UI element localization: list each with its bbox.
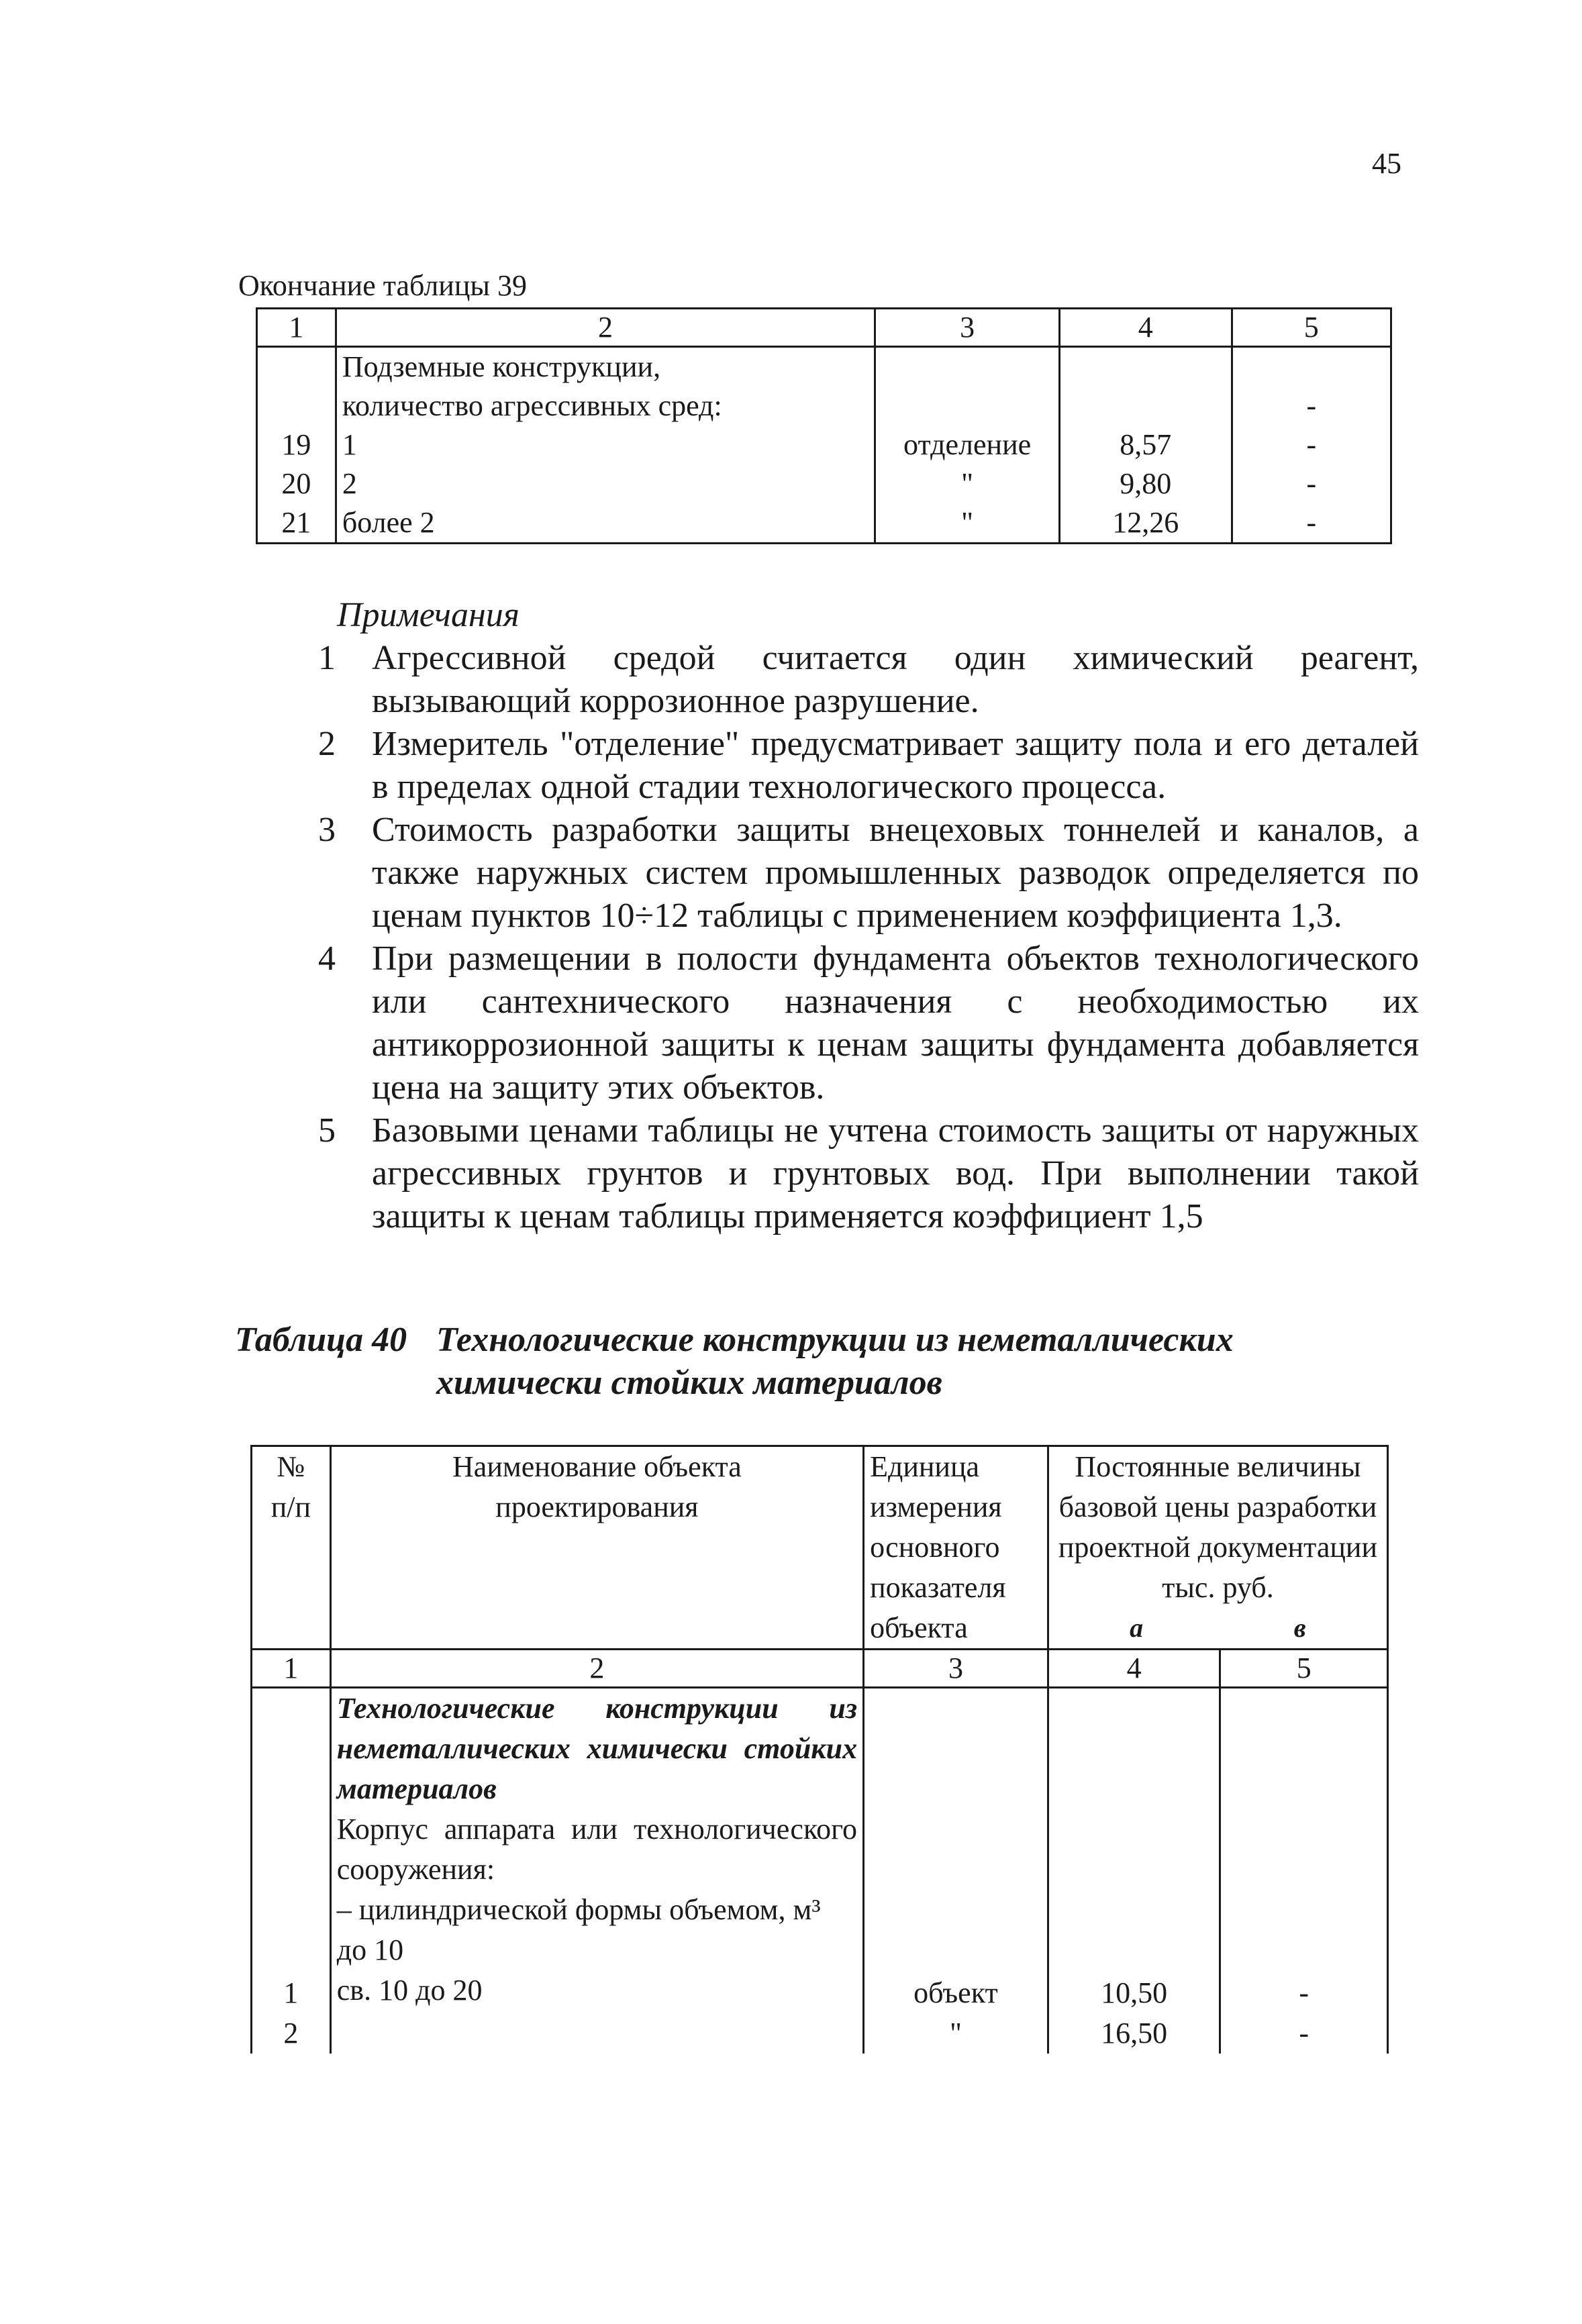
row-value-a: 12,26	[1112, 506, 1179, 539]
table39-caption: Окончание таблицы 39	[238, 269, 527, 302]
table39-col-unit	[875, 347, 1060, 544]
table39-header-cell: 3	[875, 309, 1060, 347]
section-subtitle: Корпус аппарата или технологического сооружения:	[336, 1813, 858, 1886]
row-unit: "	[961, 506, 974, 539]
section-title: Технологические конструкции из неметаллических химически стойких материалов	[336, 1692, 858, 1805]
row-value-a: 10,50	[1101, 1976, 1168, 2009]
header-a: а	[1130, 1613, 1144, 1643]
table39-header-cell: 5	[1232, 309, 1391, 347]
note-text: При размещении в полости фундамента объектов технологического или сантехнического назначения с необходимостью их антикоррозионной защиты к ценам защиты фундамента добавляется цена на защиту этих объектов.	[372, 940, 1419, 1107]
note-number: 5	[318, 1111, 336, 1150]
row-value-b: -	[1306, 506, 1317, 539]
header-ab	[1054, 1608, 1381, 1648]
table-39	[256, 307, 1392, 544]
table39-header-row	[257, 309, 1391, 347]
header-no: № п/п	[252, 1446, 331, 1650]
table39-body	[257, 347, 1391, 544]
table40-col-unit	[864, 1688, 1048, 2054]
table39-header-cell: 4	[1060, 309, 1232, 347]
table39-col-name	[336, 347, 875, 544]
table40-col-a	[1048, 1688, 1220, 2054]
row-unit: объект	[913, 1976, 998, 2009]
table40-body	[252, 1688, 1388, 2054]
table39-col-a	[1060, 347, 1232, 544]
row-name: до 10	[336, 1933, 404, 1966]
row-value-a: 9,80	[1120, 467, 1172, 500]
note-number: 1	[318, 639, 336, 677]
note-item	[318, 1109, 1419, 1238]
note-text: Агрессивной средой считается один химический реагент, вызывающий коррозионное разрушение.	[372, 639, 1419, 720]
row-number: 19	[281, 428, 311, 461]
header-name: Наименование объекта проектирования	[330, 1446, 863, 1650]
note-item	[318, 637, 1419, 723]
table39-header-cell: 1	[257, 309, 336, 347]
colnum-cell: 1	[252, 1650, 331, 1688]
table-40	[250, 1445, 1389, 2054]
row-unit: отделение	[903, 428, 1032, 461]
row-name: 2	[342, 467, 357, 500]
notes-block	[318, 594, 1419, 1238]
note-text: Базовыми ценами таблицы не учтена стоимость защиты от наружных агрессивных грунтов и грунтовых вод. При выполнении такой защиты к ценам таблицы применяется коэффициент 1,5	[372, 1111, 1419, 1235]
row-number: 1	[283, 1976, 299, 2009]
group-title: количество агрессивных сред:	[342, 389, 722, 422]
row-number: 20	[281, 467, 311, 500]
colnum-cell: 4	[1048, 1650, 1220, 1688]
table40-colnum-row	[252, 1650, 1388, 1688]
note-number: 2	[318, 725, 336, 763]
row-value-a: 16,50	[1101, 2017, 1168, 2050]
header-unit: Единица измерения основного показателя объекта	[864, 1446, 1048, 1650]
group-value-b: -	[1306, 389, 1317, 422]
row-unit: "	[949, 2017, 962, 2050]
colnum-cell: 5	[1220, 1650, 1388, 1688]
table39-col-no	[257, 347, 336, 544]
row-number: 21	[281, 506, 311, 539]
note-item	[318, 723, 1419, 809]
row-name: более 2	[342, 506, 435, 539]
notes-title: Примечания	[337, 596, 520, 634]
table40-col-name	[330, 1688, 863, 2054]
table39-col-b	[1232, 347, 1391, 544]
row-name: 1	[342, 428, 357, 461]
table40-header-row	[252, 1446, 1388, 1650]
note-number: 4	[318, 940, 336, 978]
row-value-b: -	[1299, 1976, 1309, 2009]
note-text: Измеритель "отделение" предусматривает защиту пола и его деталей в пределах одной стадии технологического процесса.	[372, 725, 1419, 806]
colnum-cell: 2	[330, 1650, 863, 1688]
row-name: св. 10 до 20	[336, 1974, 483, 2007]
table39-header-cell: 2	[336, 309, 875, 347]
row-unit: "	[961, 467, 974, 500]
table40-col-b	[1220, 1688, 1388, 2054]
colnum-cell: 3	[864, 1650, 1048, 1688]
header-price-text: Постоянные величины базовой цены разработки проектной документации тыс. руб.	[1058, 1450, 1377, 1604]
row-value-b: -	[1306, 467, 1317, 500]
header-b: в	[1293, 1613, 1306, 1643]
note-item	[318, 938, 1419, 1109]
row-number: 2	[283, 2017, 299, 2050]
table40-col-no	[252, 1688, 331, 2054]
section-subtitle-2: – цилиндрической формы объемом, м³	[336, 1893, 821, 1926]
row-value-b: -	[1306, 428, 1317, 461]
row-value-b: -	[1299, 2017, 1309, 2050]
group-title: Подземные конструкции,	[342, 350, 661, 383]
row-value-a: 8,57	[1120, 428, 1172, 461]
table40-title: Технологические конструкции из неметаллических	[436, 1321, 1234, 1359]
note-item	[318, 809, 1419, 938]
note-text: Стоимость разработки защиты внецеховых тоннелей и каналов, а также наружных систем промышленных разводок определяется по ценам пунктов 10÷12 таблицы с применением коэффициента 1,3.	[372, 811, 1419, 935]
note-number: 3	[318, 811, 336, 849]
table40-label: Таблица 40	[235, 1321, 407, 1359]
header-price	[1048, 1446, 1387, 1650]
table40-caption	[235, 1319, 1234, 1405]
table40-title-cont: химически стойких материалов	[436, 1364, 942, 1402]
page-number: 45	[1372, 147, 1401, 180]
